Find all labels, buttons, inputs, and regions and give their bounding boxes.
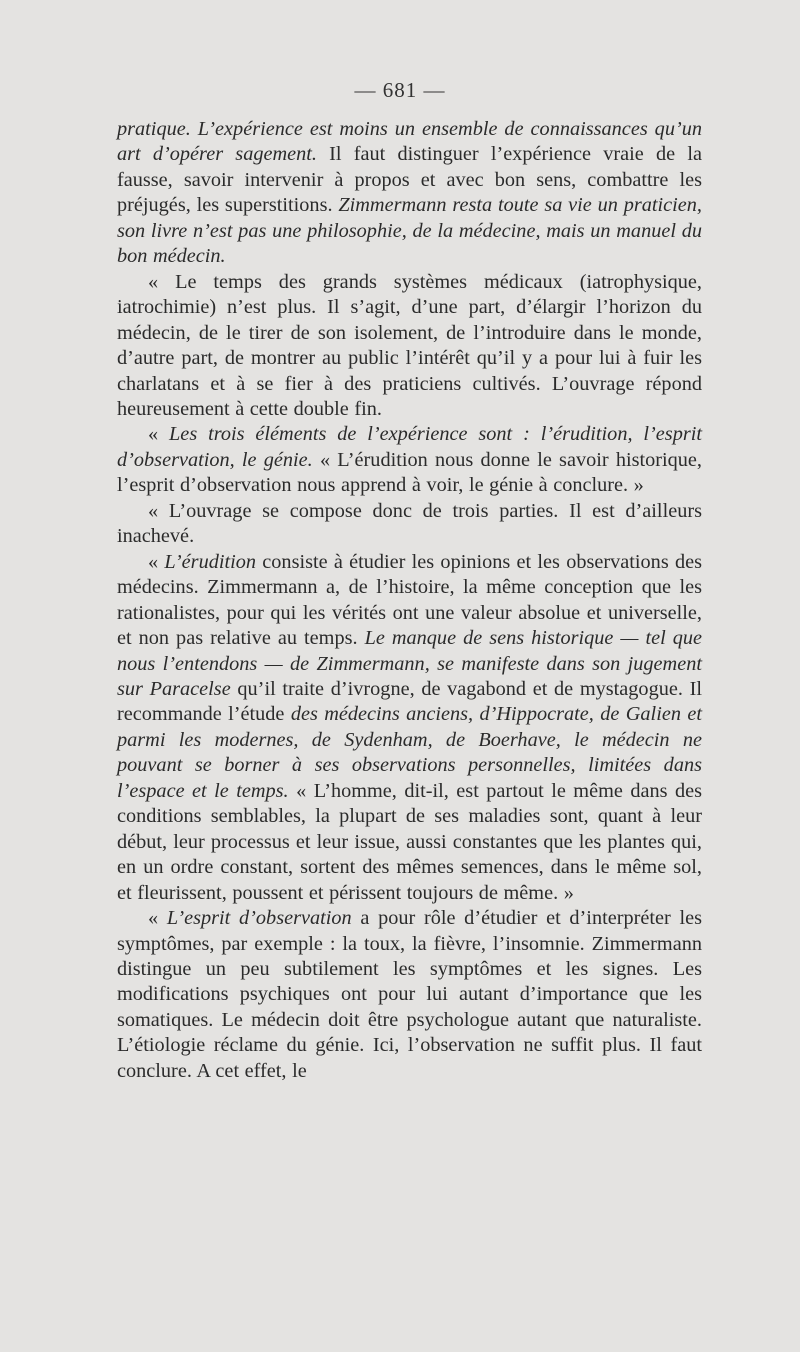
- italic-run: L’érudition: [164, 550, 257, 573]
- italic-run: des médecins anciens, d’Hippocrate, de Galien et parmi les modernes, de Sydenham, de Boerhave, le médecin ne pouvant se borner à ses observations personnelles, limitées dans l’espace et le temps.: [117, 703, 702, 802]
- italic-run: Zimmermann resta toute sa vie un praticien, son livre n’est pas une philosophie, de la médecine, mais un manuel du bon médecin.: [117, 194, 703, 268]
- text-run: « L’ouvrage se compose donc de trois parties. Il est d’ailleurs inachevé.: [117, 499, 702, 548]
- text-run: «: [148, 907, 167, 930]
- paragraph: [117, 550, 702, 906]
- paragraph: [117, 422, 702, 498]
- paragraph: [117, 906, 702, 1084]
- text-run: «: [148, 423, 170, 446]
- italic-run: L’esprit d’observation: [166, 907, 352, 930]
- text-run: « L’érudition nous donne le savoir historique, l’esprit d’observation nous apprend à voir, le génie à conclure. »: [117, 448, 703, 497]
- paragraph: [117, 499, 702, 550]
- paragraph: [117, 117, 702, 270]
- body-text: [117, 117, 702, 1084]
- italic-run: Les trois éléments de l’expérience sont : l’érudition, l’esprit d’observation, le génie.: [117, 423, 702, 471]
- italic-run: Le manque de sens historique — tel que nous l’entendons — de Zimmermann, se manifeste dans son jugement sur Paracelse: [117, 627, 702, 700]
- text-run: « Le temps des grands systèmes médicaux (iatrophysique, iatrochimie) n’est plus. Il s’agit, d’une part, d’élargir l’horizon du médecin, de le tirer de son isolement, de l’introduire dans le monde, d’autre part, de montrer au public l’intérêt qu’il y a pour lui à fuir les charlatans et à se fier à des praticiens cultivés. L’ouvrage répond heureusement à cette double fin.: [117, 270, 702, 420]
- text-run: consiste à étudier les opinions et les observations des médecins. Zimmermann a, de l’histoire, la même conception que les rationalistes, pour qui les vérités ont une valeur absolue et universelle, et non pas relative au temps.: [117, 550, 702, 650]
- page-number: — 681 —: [354, 78, 446, 102]
- text-run: qu’il traite d’ivrogne, de vagabond et de mystagogue. Il recommande l’étude: [117, 677, 702, 726]
- text-run: « L’homme, dit-il, est partout le même dans des conditions semblables, la plupart de ses maladies sont, quant à leur début, leur processus et leur issue, aussi constantes que les plantes qui, en un ordre constant, sortent des mêmes semences, dans le même sol, et fleurissent, poussent et périssent toujours de même. »: [117, 779, 702, 904]
- text-run: a pour rôle d’étudier et d’interpréter les symptômes, par exemple : la toux, la fièvre, l’insomnie. Zimmermann distingue un peu subtilement les symptômes et les signes. Les modifications psychiques ont pour lui autant d’importance que les somatiques. Le médecin doit être psychologue autant que naturaliste. L’étiologie réclame du génie. Ici, l’observation ne suffit plus. Il faut conclure. A cet effet, le: [117, 907, 702, 1082]
- text-run: «: [148, 550, 165, 573]
- italic-run: pratique. L’expérience est moins un ensemble de connaissances qu’un art d’opérer sagement.: [117, 118, 702, 166]
- paragraph: [117, 270, 702, 423]
- text-run: Il faut distinguer l’expérience vraie de la fausse, savoir intervenir à propos et avec bon sens, combattre les préjugés, les superstitions.: [117, 143, 702, 217]
